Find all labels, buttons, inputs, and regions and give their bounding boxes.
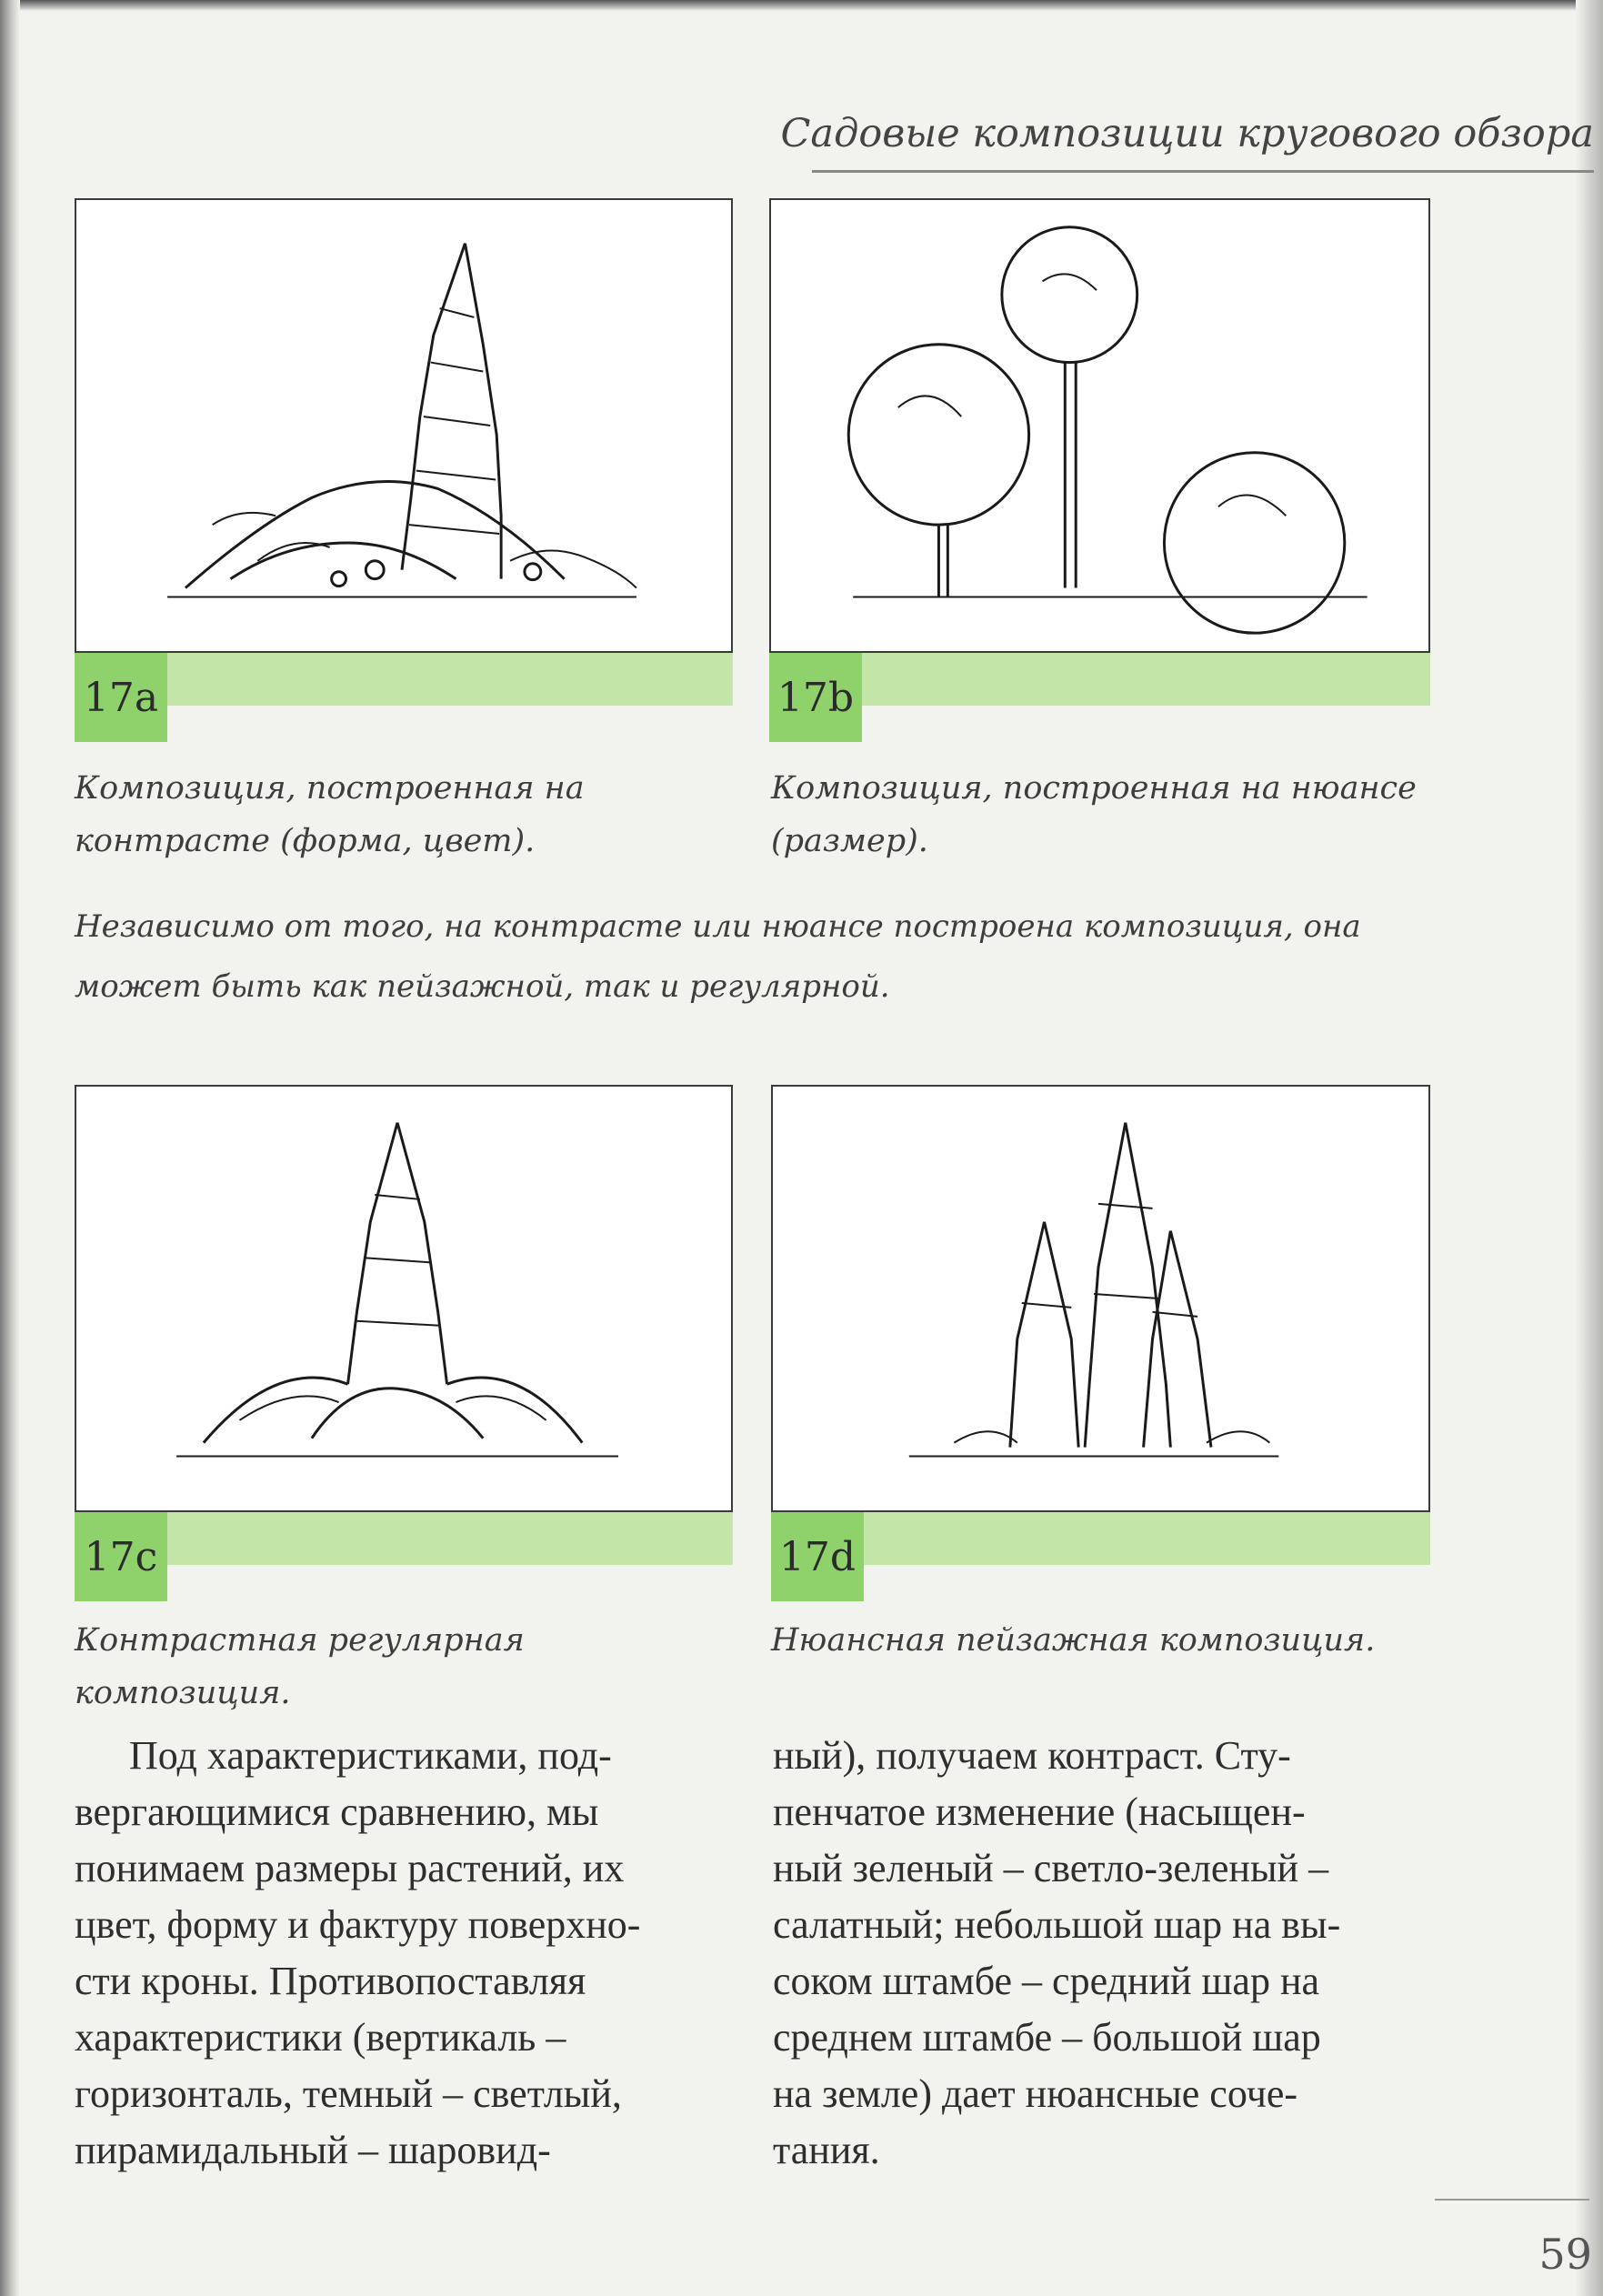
figure-label-band	[769, 653, 1430, 706]
running-header-title: Садовые композиции кругового обзора	[780, 111, 1594, 156]
body-line: ный зеленый – светло-зеленый –	[773, 1846, 1329, 1890]
caption-line: (размер).	[771, 823, 928, 859]
body-text-left-column	[75, 1728, 738, 2179]
figure-17b	[769, 198, 1430, 742]
body-line: тания.	[773, 2128, 880, 2172]
running-header	[780, 105, 1594, 173]
body-text-right-column	[773, 1728, 1437, 2179]
page-edge-shadow	[1576, 0, 1603, 2296]
body-line: на земле) дает нюансные соче-	[773, 2071, 1298, 2116]
body-line: характеристики (вертикаль –	[75, 2015, 566, 2060]
body-line: соком штамбе – средний шар на	[773, 1959, 1320, 2003]
figure-17b-illustration	[769, 198, 1430, 653]
figure-17a-illustration	[75, 198, 733, 653]
body-line: пенчатое изменение (насыщен-	[773, 1790, 1306, 1834]
page-gutter-shadow	[0, 0, 20, 2296]
composition-note	[75, 897, 1457, 1017]
caption-line: Композиция, построенная на нюансе	[771, 770, 1417, 807]
body-line: понимаем размеры растений, их	[75, 1846, 625, 1890]
conifer-group-drawing	[773, 1087, 1428, 1510]
caption-line: Нюансная пейзажная композиция.	[771, 1622, 1376, 1659]
body-line: салатный; небольшой шар на вы-	[773, 1902, 1341, 1947]
body-line: вергающимися сравнению, мы	[75, 1790, 599, 1834]
figure-label-17c: 17c	[75, 1512, 167, 1601]
three-round-trees-drawing	[771, 200, 1428, 651]
body-line: пирамидальный – шаровид-	[75, 2128, 551, 2172]
conifer-with-shrubs-drawing	[76, 200, 731, 651]
figure-17d	[771, 1085, 1430, 1599]
body-line: среднем штамбе – большой шар	[773, 2015, 1321, 2060]
body-line: ный), получаем контраст. Сту-	[773, 1733, 1291, 1778]
figure-label-17d: 17d	[771, 1512, 864, 1601]
figure-label-band	[75, 1512, 733, 1565]
footer-rule	[1435, 2199, 1589, 2201]
figure-17c-caption	[75, 1614, 747, 1719]
figure-label-band	[75, 653, 733, 706]
figure-label-17a: 17a	[75, 653, 167, 742]
body-line: горизонталь, темный – светлый,	[75, 2071, 622, 2116]
figure-17a	[75, 198, 733, 742]
figure-17c-illustration	[75, 1085, 733, 1512]
figure-17d-caption	[771, 1614, 1444, 1667]
figure-label-band	[771, 1512, 1430, 1565]
page-top-edge	[0, 0, 1603, 11]
body-line: сти кроны. Противопоставляя	[75, 1959, 586, 2003]
figure-17a-caption	[75, 762, 747, 867]
header-rule	[812, 170, 1594, 173]
figure-label-17b: 17b	[769, 653, 862, 742]
page-number: 59	[1538, 2230, 1592, 2279]
note-line: может быть как пейзажной, так и регулярной.	[75, 968, 890, 1005]
body-line: цвет, форму и фактуру поверхно-	[75, 1902, 641, 1947]
caption-line: Контрастная регулярная композиция.	[75, 1622, 525, 1711]
note-line: Независимо от того, на контрасте или нюансе построена композиция, она	[75, 908, 1361, 945]
body-line: Под характеристиками, под-	[129, 1733, 612, 1778]
conifer-symmetric-drawing	[76, 1087, 731, 1510]
caption-line: Композиция, построенная на	[75, 770, 585, 807]
figure-17d-illustration	[771, 1085, 1430, 1512]
caption-line: контрасте (форма, цвет).	[75, 823, 536, 859]
figure-17b-caption	[771, 762, 1462, 867]
figure-17c	[75, 1085, 733, 1599]
